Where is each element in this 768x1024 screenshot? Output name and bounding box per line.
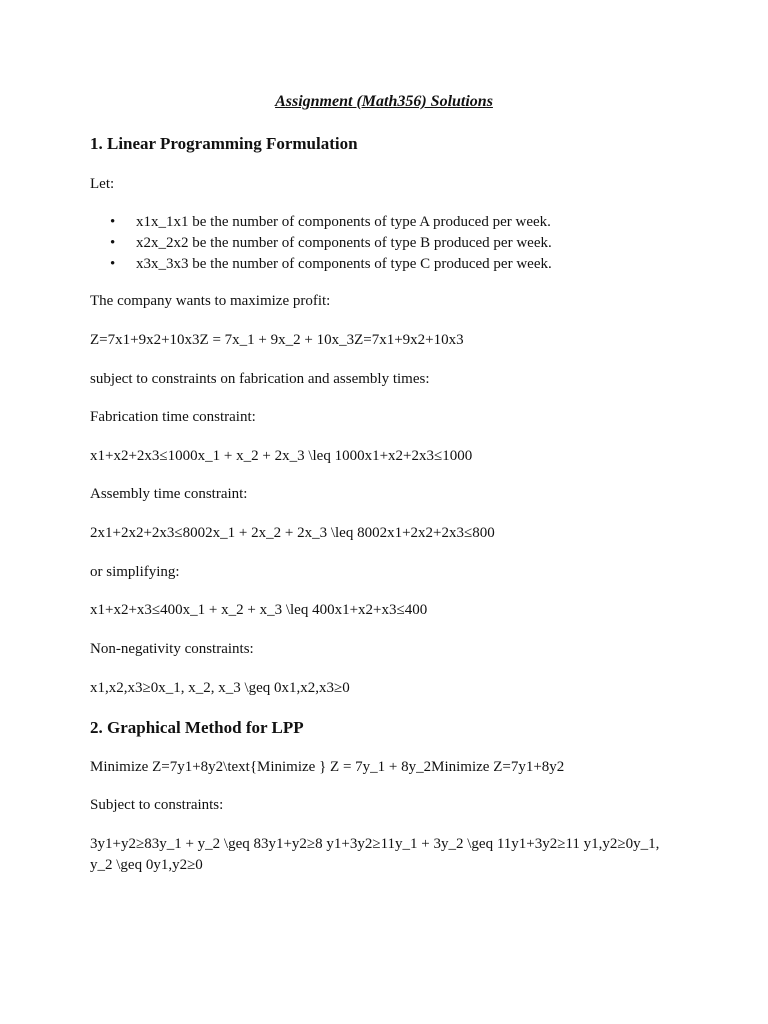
minimize-objective: Minimize Z=7y1+8y2\text{Minimize } Z = 7y_1 + 8y_2Minimize Z=7y1+8y2 [90,759,565,775]
maximize-profit-text: The company wants to maximize profit: [90,293,331,309]
simplifying-label: or simplifying: [90,564,180,580]
bullet-icon: • [110,256,116,272]
lpp-constraints: 3y1+y2≥83y_1 + y_2 \geq 83y1+y2≥8 y1+3y2≥11y_1 + 3y_2 \geq 11y1+3y2≥11 y1,y2≥0y_1, y_2 \geq 0y1,y2≥0 [90,836,660,873]
objective-function: Z=7x1+9x2+10x3Z = 7x_1 + 9x_2 + 10x_3Z=7x1+9x2+10x3 [90,332,464,348]
section-1-heading: 1. Linear Programming Formulation [90,134,358,153]
document-title: Assignment (Math356) Solutions [275,93,493,110]
list-item [90,254,552,275]
list-item-text: x1x_1x1 be the number of components of type A produced per week. [136,214,551,230]
list-item [90,233,552,254]
list-item [90,212,552,233]
assembly-label: Assembly time constraint: [90,486,248,502]
non-negativity-label: Non-negativity constraints: [90,641,254,657]
subject-to-text: subject to constraints on fabrication and assembly times: [90,371,430,387]
bullet-icon: • [110,214,116,230]
simplified-constraint: x1+x2+x3≤400x_1 + x_2 + x_3 \leq 400x1+x2+x3≤400 [90,602,428,618]
fabrication-label: Fabrication time constraint: [90,409,256,425]
section-2-heading: 2. Graphical Method for LPP [90,718,304,737]
subject-to-constraints-label: Subject to constraints: [90,797,224,813]
list-item-text: x2x_2x2 be the number of components of type B produced per week. [136,235,552,251]
bullet-icon: • [110,235,116,251]
non-negativity-constraint: x1,x2,x3≥0x_1, x_2, x_3 \geq 0x1,x2,x3≥0 [90,680,350,696]
list-item-text: x3x_3x3 be the number of components of type C produced per week. [136,256,552,272]
let-text: Let: [90,176,115,192]
assembly-constraint: 2x1+2x2+2x3≤8002x_1 + 2x_2 + 2x_3 \leq 8002x1+2x2+2x3≤800 [90,525,495,541]
variable-definitions-list [90,212,552,275]
fabrication-constraint: x1+x2+2x3≤1000x_1 + x_2 + 2x_3 \leq 1000x1+x2+2x3≤1000 [90,448,473,464]
